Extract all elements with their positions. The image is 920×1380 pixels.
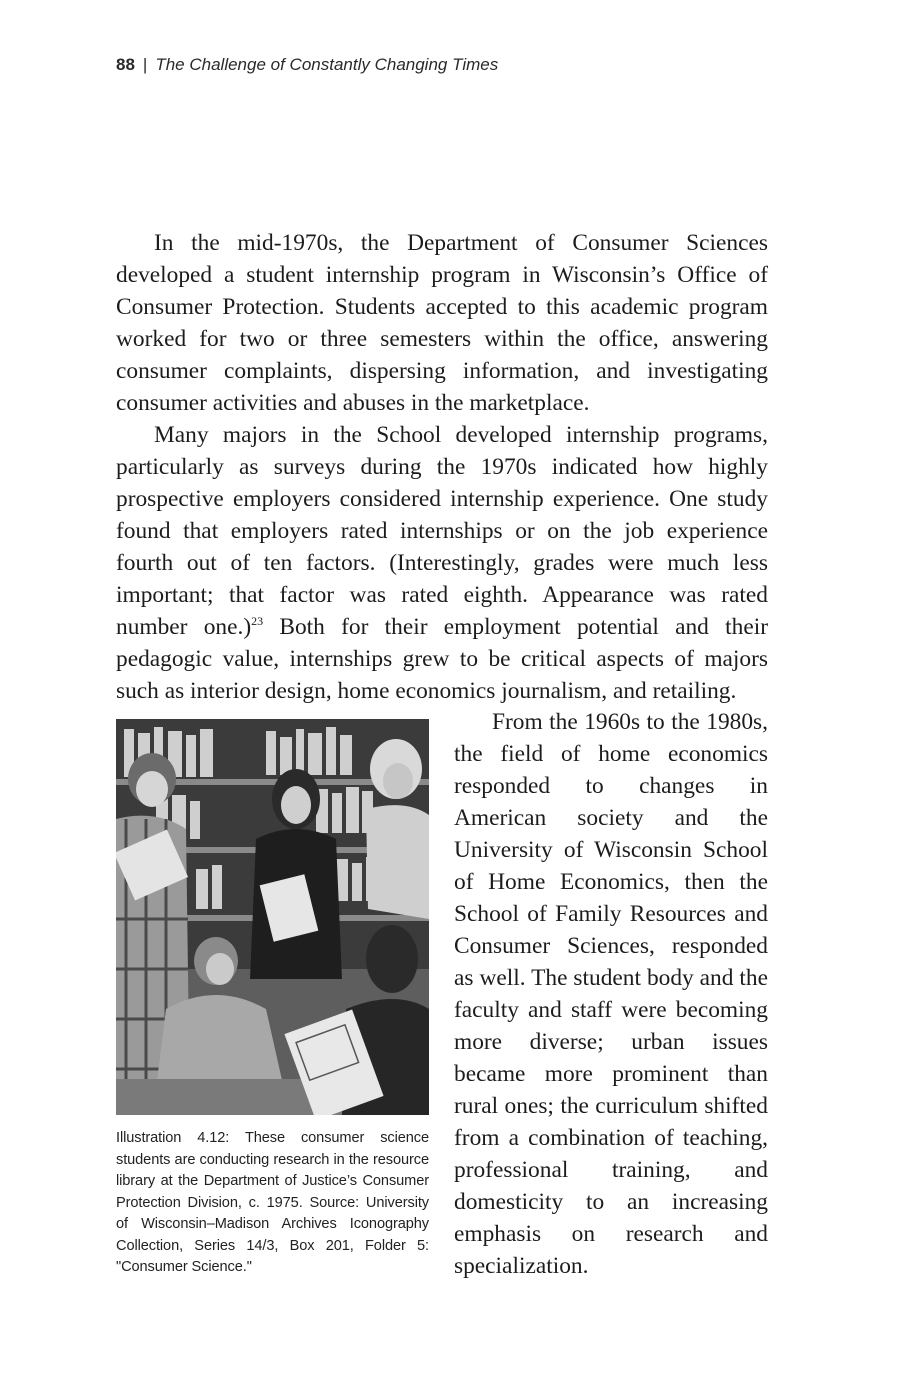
page-number: 88 — [116, 55, 135, 74]
photo-illustration — [116, 719, 429, 1115]
header-separator: | — [142, 55, 148, 74]
running-head — [116, 55, 498, 75]
figure-caption: Illustration 4.12: These consumer science students are conducting research in the resource library at the Department of Justice’s Consumer Protection Division, c. 1975. Source: University of Wisconsin–Madison Archives Iconography Collection, Series 14/3, Box 201, Folder 5: "Consumer Science." — [116, 1130, 429, 1275]
footnote-reference: 23 — [251, 614, 264, 629]
photo-consumer-students — [116, 719, 429, 1115]
paragraph-2-continuation: Both for their employment potential and their pedagogic value, internships grew to be critical aspects of majors such as interior design, home economics journalism, and retailing. — [116, 614, 768, 704]
paragraph-2-text: Many majors in the School developed internship programs, particularly as surveys during the 1970s indicated how highly prospective employers considered internship experience. One study found that employers rated internships or on the job experience fourth out of ten factors. (Interestingly, grades were much less important; that factor was rated eighth. Appearance was rated number one.) — [116, 422, 768, 640]
body-paragraph-2 — [116, 419, 768, 707]
body-paragraph-3: From the 1960s to the 1980s, the field of home economics responded to changes in American society and the University of Wisconsin School of Home Economics, then the School of Family Resources and Consumer Sciences, responded as well. The student body and the faculty and staff were becoming more diverse; urban issues became more prominent than rural ones; the curriculum shifted from a combination of teaching, professional training, and domesticity to an increasing emphasis on research and specialization. — [454, 709, 768, 1279]
book-title: The Challenge of Constantly Changing Times — [155, 55, 499, 74]
body-paragraph-1: In the mid-1970s, the Department of Consumer Sciences developed a student internship program in Wisconsin’s Office of Consumer Protection. Students accepted to this academic program worked for two or three semesters within the office, answering consumer complaints, dispersing information, and investigating consumer activities and abuses in the marketplace. — [116, 230, 768, 416]
